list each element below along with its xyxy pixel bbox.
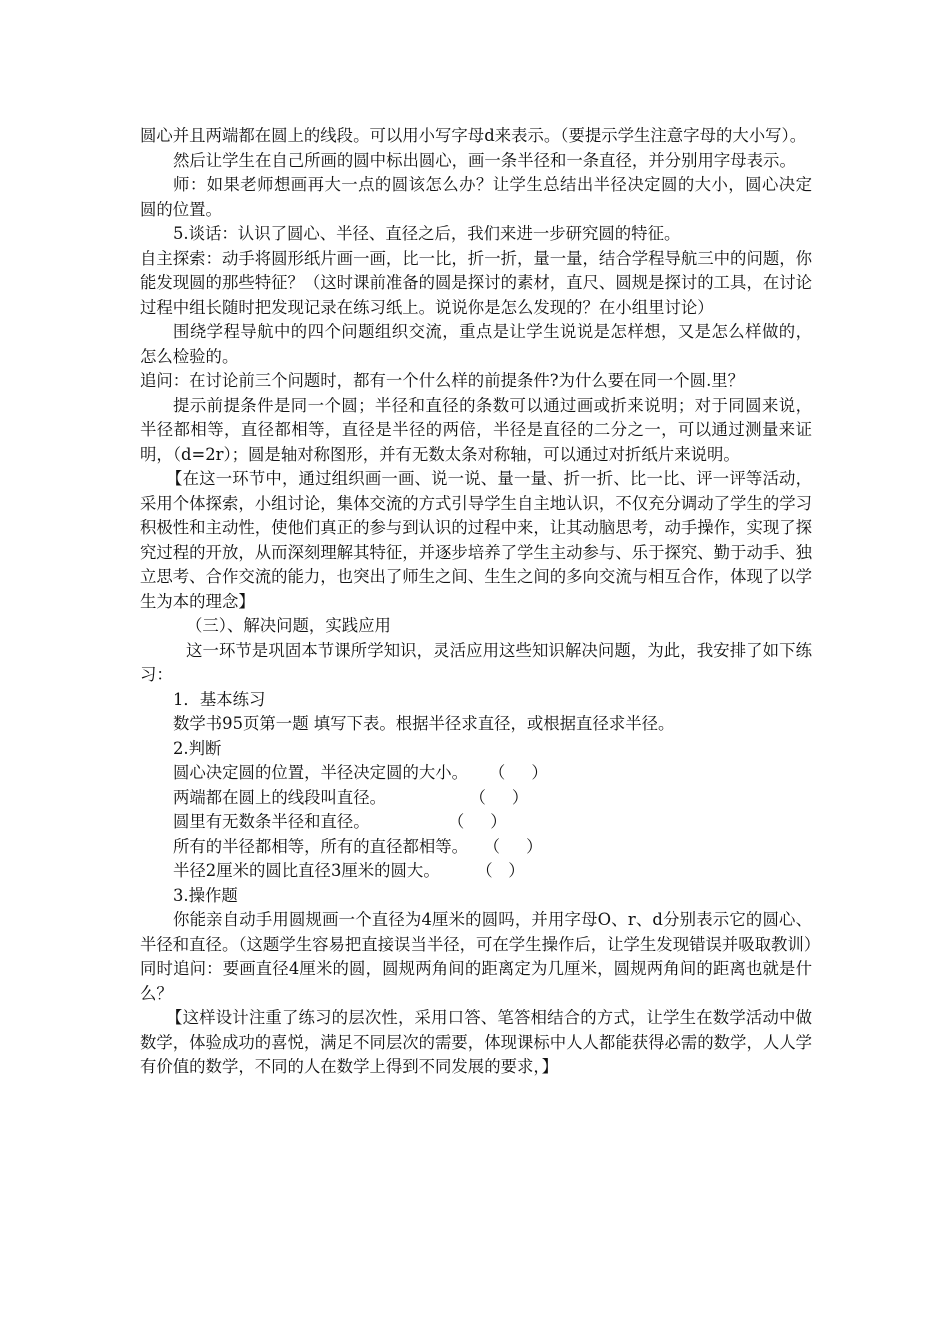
paragraph-design-summary: 【这样设计注重了练习的层次性，采用口答、笔答相结合的方式，让学生在数学活动中做数学，体验成功的喜悦，满足不同层次的需要，体现课标中人人都能获得必需的数学，人人学有价值的数学，不同的人在数学上得到不同发展的要求，】: [140, 1008, 813, 1076]
document-body: [140, 124, 812, 1080]
item-operation-heading: 3.操作题: [173, 885, 238, 905]
judgment-statement: 半径2厘米的圆比直径3厘米的圆大。: [173, 861, 440, 880]
paragraph-premise-hint: 提示前提条件是同一个圆；半径和直径的条数可以通过画或折来说明；对于同圆来说，半径都相等，直径都相等，直径是半径的两倍，半径是直径的二分之一，可以通过测量来证明，（d=2r）；圆是轴对称图形，并有无数太条对称轴，可以通过对折纸片来说明。: [140, 395, 812, 464]
section-heading-application: （三）、解决问题，实践应用: [186, 616, 391, 635]
judgment-list: [140, 761, 812, 884]
item-judgment-heading: 2.判断: [173, 738, 222, 758]
judgment-statement: 圆里有无数条半径和直径。: [173, 812, 370, 831]
paragraph-follow-up-question: 追问：在讨论前三个问题时，都有一个什么样的前提条件?为什么要在同一个圆.里？: [140, 371, 745, 390]
judgment-row: [140, 810, 812, 835]
paragraph-operation-task: 你能亲自动手用圆规画一个直径为4厘米的圆吗，并用字母O、r、d分别表示它的圆心、半径和直径。（这题学生容易把直接误当半径，可在学生操作后，让学生发现错误并吸取教训）同时追问：要画直径4厘米的圆，圆规两角间的距离定为几厘米，圆规两角间的距离也就是什么？: [140, 910, 813, 1003]
judgment-answer-blank: （ ）: [386, 787, 529, 807]
paragraph-design-note: 【在这一环节中，通过组织画一画、说一说、量一量、折一折、比一比、评一评等活动，采用个体探索，小组讨论，集体交流的方式引导学生自主地认识，不仅充分调动了学生的学习积极性和主动性，使他们真正的参与到认识的过程中来，让其动脑思考，动手操作，实现了探究过程的开放，从而深刻理解其特征，并逐步培养了学生主动参与、乐于探究、勤于动手、独立思考、合作交流的能力，也突出了师生之间、生生之间的多向交流与相互合作，体现了以学生为本的理念】: [140, 469, 813, 611]
paragraph-group-exchange: 围绕学程导航中的四个问题组织交流，重点是让学生说说是怎样想，又是怎么样做的，怎么检验的。: [140, 322, 812, 366]
item-textbook-task: 数学书95页第一题 填写下表。根据半径求直径，或根据直径求半径。: [173, 714, 675, 733]
paragraph-mark-center: 然后让学生在自己所画的圆中标出圆心，画一条半径和一条直径，并分别用字母表示。: [173, 150, 796, 170]
judgment-answer-blank: （ ）: [369, 812, 507, 831]
judgment-answer-blank: （ ）: [468, 763, 548, 782]
item-basic-practice: 1．基本练习: [173, 689, 266, 709]
judgment-row: [140, 859, 812, 884]
judgment-statement: 圆心决定圆的位置，半径决定圆的大小。: [173, 763, 469, 782]
paragraph-diameter-definition: 圆心并且两端都在圆上的线段。可以用小写字母d来表示。（要提示学生注意字母的大小写）。: [140, 126, 807, 145]
judgment-row: [140, 786, 812, 811]
judgment-statement: 两端都在圆上的线段叫直径。: [173, 787, 387, 807]
judgment-answer-blank: （ ）: [468, 836, 543, 856]
judgment-statement: 所有的半径都相等，所有的直径都相等。: [173, 836, 469, 856]
paragraph-exercise-intro: 这一环节是巩固本节课所学知识，灵活应用这些知识解决问题，为此，我安排了如下练习：: [140, 640, 812, 684]
judgment-row: [140, 835, 812, 860]
paragraph-talk: 5.谈话：认识了圆心、半径、直径之后，我们来进一步研究圆的特征。: [173, 224, 681, 243]
judgment-row: [140, 761, 812, 786]
judgment-answer-blank: （ ）: [439, 861, 525, 880]
paragraph-self-exploration: 自主探索：动手将圆形纸片画一画，比一比，折一折，量一量，结合学程导航三中的问题，你能发现圆的那些特征？（这时课前准备的圆是探讨的素材，直尺、圆规是探讨的工具，在讨论过程中组长随时把发现记录在练习纸上。说说你是怎么发现的？在小组里讨论）: [140, 248, 813, 317]
paragraph-teacher-question: 师：如果老师想画再大一点的圆该怎么办？让学生总结出半径决定圆的大小，圆心决定圆的位置。: [140, 175, 812, 219]
